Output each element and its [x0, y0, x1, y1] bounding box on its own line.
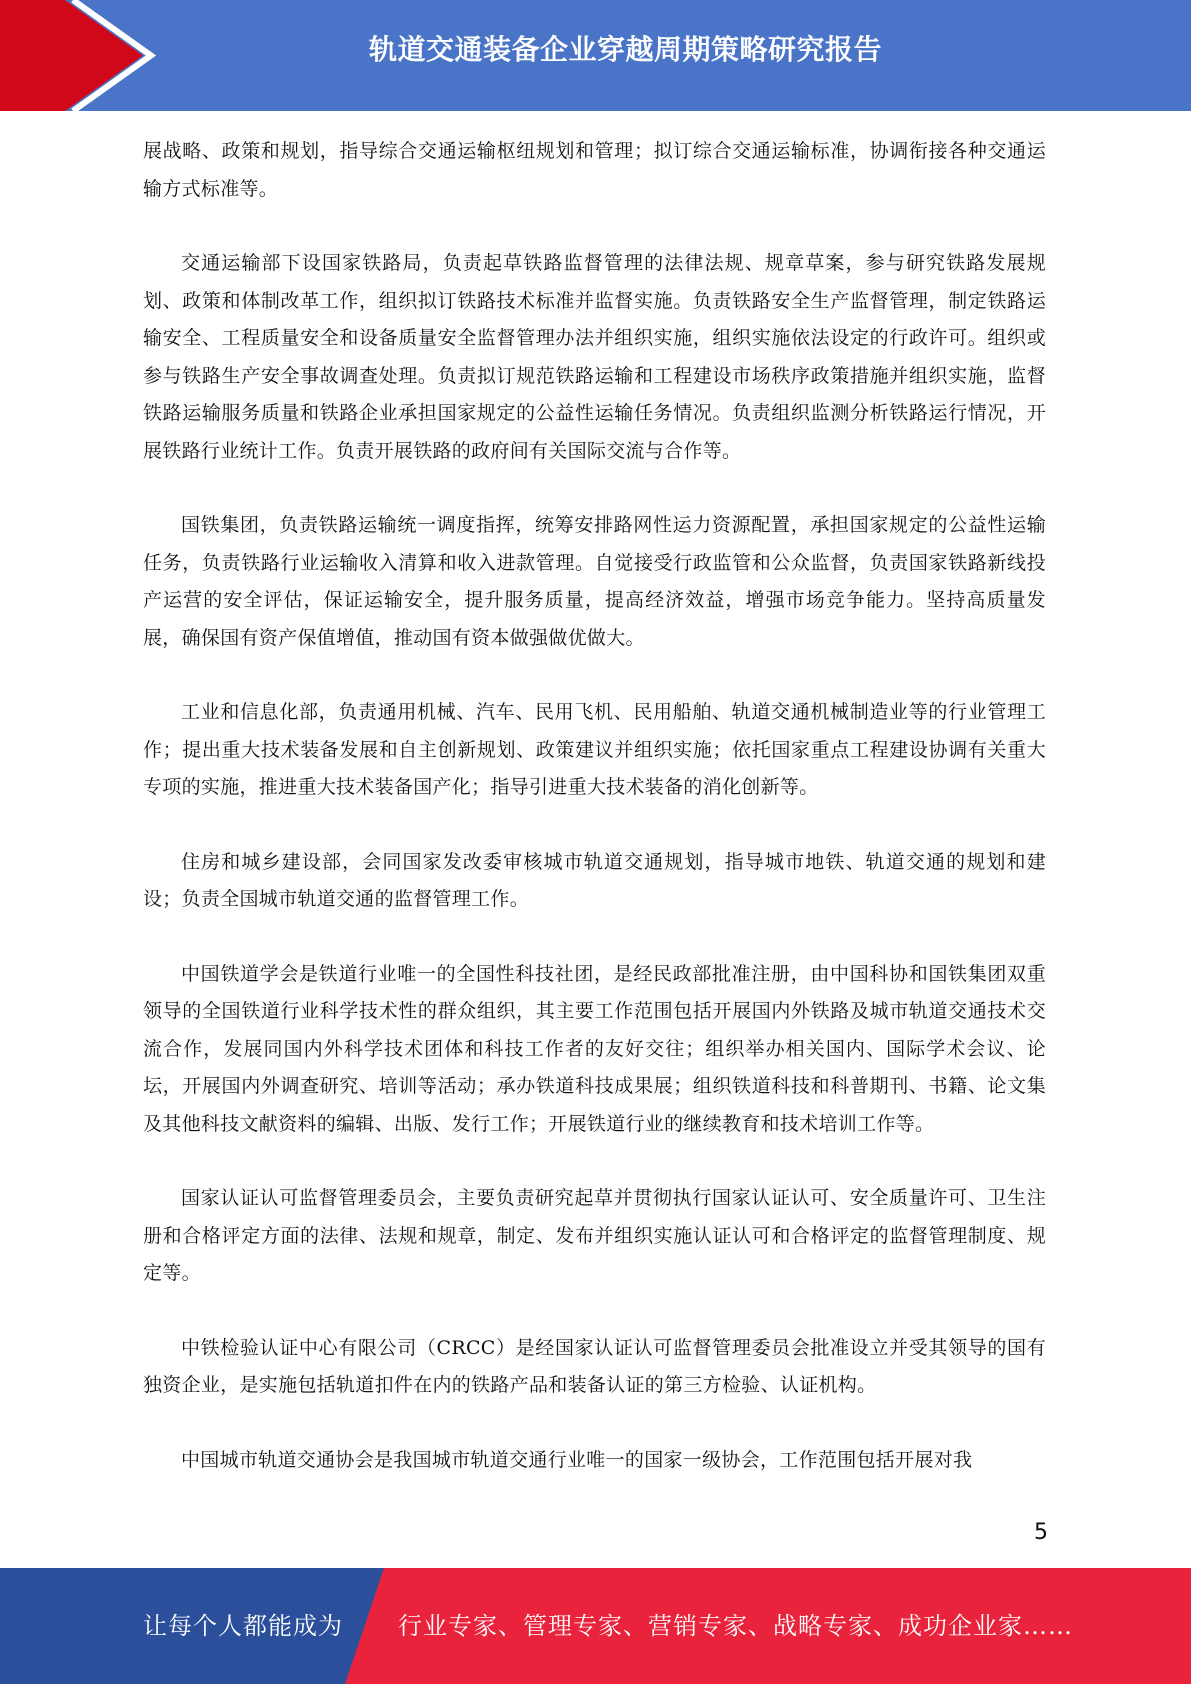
- paragraph: 工业和信息化部，负责通用机械、汽车、民用飞机、民用船舶、轨道交通机械制造业等的行业管理工作；提出重大技术装备发展和自主创新规划、政策建议并组织实施；依托国家重点工程建设协调有关重大专项的实施，推进重大技术装备国产化；指导引进重大技术装备的消化创新等。: [143, 701, 1046, 798]
- paragraph: 交通运输部下设国家铁路局，负责起草铁路监督管理的法律法规、规章草案，参与研究铁路发展规划、政策和体制改革工作，组织拟订铁路技术标准并监督实施。负责铁路安全生产监督管理，制定铁路运输安全、工程质量安全和设备质量安全监督管理办法并组织实施，组织实施依法设定的行政许可。组织或参与铁路生产安全事故调查处理。负责拟订规范铁路运输和工程建设市场秩序政策措施并组织实施，监督铁路运输服务质量和铁路企业承担国家规定的公益性运输任务情况。负责组织监测分析铁路运行情况，开展铁路行业统计工作。负责开展铁路的政府间有关国际交流与合作等。: [143, 252, 1046, 462]
- paragraph: 住房和城乡建设部，会同国家发改委审核城市轨道交通规划，指导城市地铁、轨道交通的规划和建设；负责全国城市轨道交通的监督管理工作。: [143, 850, 1046, 910]
- paragraph: 展战略、政策和规划，指导综合交通运输枢纽规划和管理；拟订综合交通运输标准，协调衔接各种交通运输方式标准等。: [143, 140, 1046, 200]
- paragraph: 中铁检验认证中心有限公司（CRCC）是经国家认证认可监督管理委员会批准设立并受其领导的国有独资企业，是实施包括轨道扣件在内的铁路产品和装备认证的第三方检验、认证机构。: [143, 1336, 1046, 1396]
- footer-banner: [0, 1568, 1191, 1684]
- footer-slogan-right: 行业专家、管理专家、营销专家、战略专家、成功企业家……: [398, 1612, 1073, 1640]
- footer-slogan-left: 让每个人都能成为: [143, 1612, 343, 1640]
- paragraph: 国铁集团，负责铁路运输统一调度指挥，统筹安排路网性运力资源配置，承担国家规定的公益性运输任务，负责铁路行业运输收入清算和收入进款管理。自觉接受行政监管和公众监督，负责国家铁路新线投产运营的安全评估，保证运输安全，提升服务质量，提高经济效益，增强市场竞争能力。坚持高质量发展，确保国有资产保值增值，推动国有资本做强做优做大。: [143, 514, 1046, 649]
- page-number: 5: [1034, 1520, 1048, 1545]
- body-text: [143, 133, 1046, 1516]
- report-title: 轨道交通装备企业穿越周期策略研究报告: [368, 33, 882, 66]
- paragraph: 中国城市轨道交通协会是我国城市轨道交通行业唯一的国家一级协会，工作范围包括开展对我: [181, 1448, 973, 1471]
- header-banner: [0, 0, 1191, 111]
- paragraph: 中国铁道学会是铁道行业唯一的全国性科技社团，是经民政部批准注册，由中国科协和国铁集团双重领导的全国铁道行业科学技术性的群众组织，其主要工作范围包括开展国内外铁路及城市轨道交通技术交流合作，发展同国内外科学技术团体和科技工作者的友好交往；组织举办相关国内、国际学术会议、论坛，开展国内外调查研究、培训等活动；承办铁道科技成果展；组织铁道科技和科普期刊、书籍、论文集及其他科技文献资料的编辑、出版、发行工作；开展铁道行业的继续教育和技术培训工作等。: [143, 962, 1046, 1135]
- paragraph: 国家认证认可监督管理委员会，主要负责研究起草并贯彻执行国家认证认可、安全质量许可、卫生注册和合格评定方面的法律、法规和规章，制定、发布并组织实施认证认可和合格评定的监督管理制度、规定等。: [143, 1187, 1046, 1284]
